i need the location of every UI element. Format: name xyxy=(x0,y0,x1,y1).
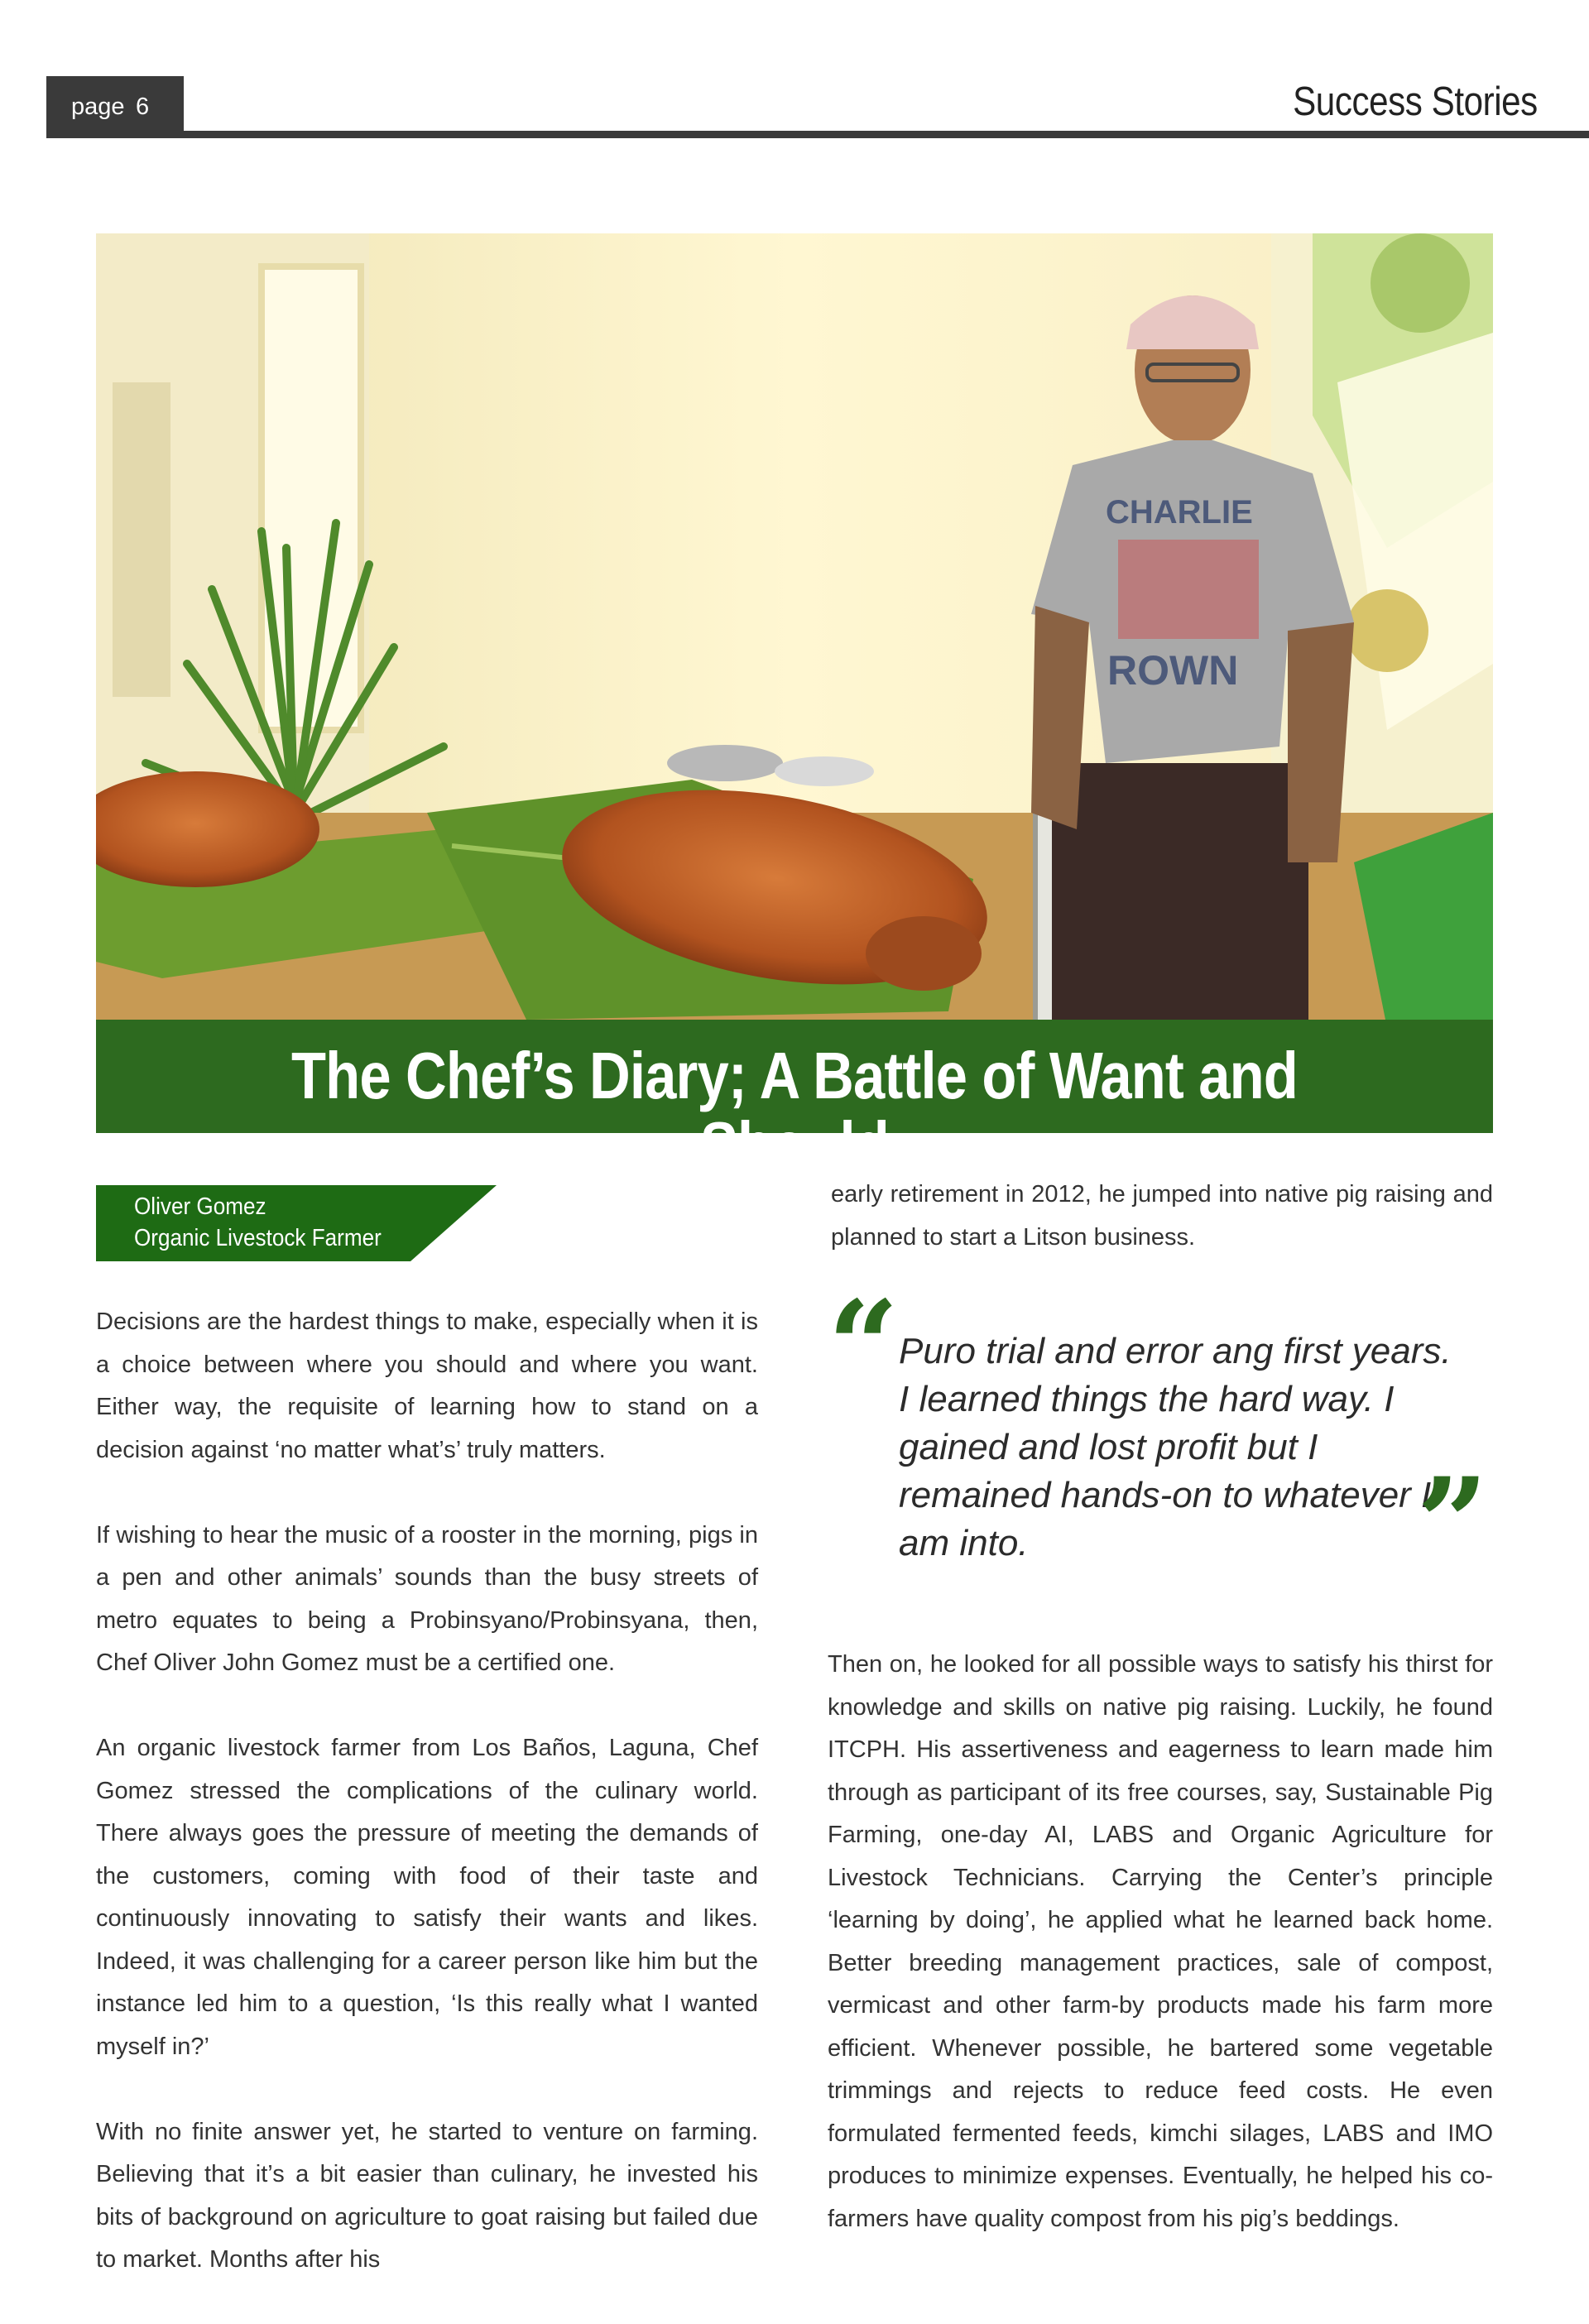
paragraph: early retirement in 2012, he jumped into native pig raising and planned to start a Litson business. xyxy=(831,1181,1493,1251)
paragraph: With no finite answer yet, he started to venture on farming. Believing that it’s a bit easier than culinary, he invested his bits of background on agriculture to goat raising but failed due to market. Months after his xyxy=(96,2118,758,2273)
author-name: Oliver Gomez xyxy=(134,1193,266,1220)
author-tag xyxy=(96,1185,497,1261)
page-label: page xyxy=(71,94,125,120)
hero-photo xyxy=(96,233,1493,1132)
author-role: Organic Livestock Farmer xyxy=(134,1225,382,1251)
article-title: The Chef’s Diary; A Battle of Want and Should xyxy=(291,1039,1298,1182)
section-title: Success Stories xyxy=(1293,79,1538,124)
close-quote-mark: ” xyxy=(1417,1451,1489,1597)
right-column-top xyxy=(831,1174,1493,1302)
shirt-print-bottom: ROWN xyxy=(1107,647,1239,694)
article-title-band xyxy=(96,1020,1493,1182)
shirt-print-top: CHARLIE xyxy=(1106,494,1253,531)
page-number: 6 xyxy=(136,94,150,120)
paragraph: An organic livestock farmer from Los Baños, Laguna, Chef Gomez stressed the complications of the culinary world. There always goes the pressure of meeting the demands of the customers, coming with food of their taste and continuously innovating to satisfy their wants and likes. Indeed, it was challenging for a career person like him but the instance led him to a question, ‘Is this really what I wanted myself in?’ xyxy=(96,1735,758,2060)
left-column xyxy=(96,1301,758,2324)
paragraph: If wishing to hear the music of a rooster in the morning, pigs in a pen and other animals’ sounds than the busy streets of metro equates to being a Probinsyano/Probinsyana, then, Chef Oliver John Gomez must be a certified one. xyxy=(96,1521,758,1676)
page-number-tab xyxy=(46,76,184,137)
right-column-bottom xyxy=(828,1644,1493,2283)
paragraph: Decisions are the hardest things to make, especially when it is a choice between where you should and where you want. Either way, the requisite of learning how to stand on a decision against ‘no matter what’s’ truly matters. xyxy=(96,1308,758,1463)
pull-quote: Puro trial and error ang first years. I learned things the hard way. I gained and lost profit but I remained hands-on to whatever I am into. xyxy=(899,1331,1452,1563)
open-quote-mark: “ xyxy=(828,1274,900,1419)
paragraph: Then on, he looked for all possible ways to satisfy his thirst for knowledge and skills on native pig raising. Luckily, he found ITCPH. His assertiveness and eagerness to learn made him through as participant of its free courses, say, Sustainable Pig Farming, one-day AI, LABS and Organic Agriculture for Livestock Technicians. Carrying the Center’s principle ‘learning by doing’, he applied what he learned back home. Better breeding management practices, sale of compost, vermicast and other farm-by products made his farm more efficient. Whenever possible, he bartered some vegetable trimmings and rejects to reduce feed costs. He even formulated fermented feeds, kimchi silages, LABS and IMO produces to minimize expenses. Eventually, he helped his co-farmers have quality compost from his pig’s beddings. xyxy=(828,1651,1493,2232)
header-rule xyxy=(46,131,1589,138)
